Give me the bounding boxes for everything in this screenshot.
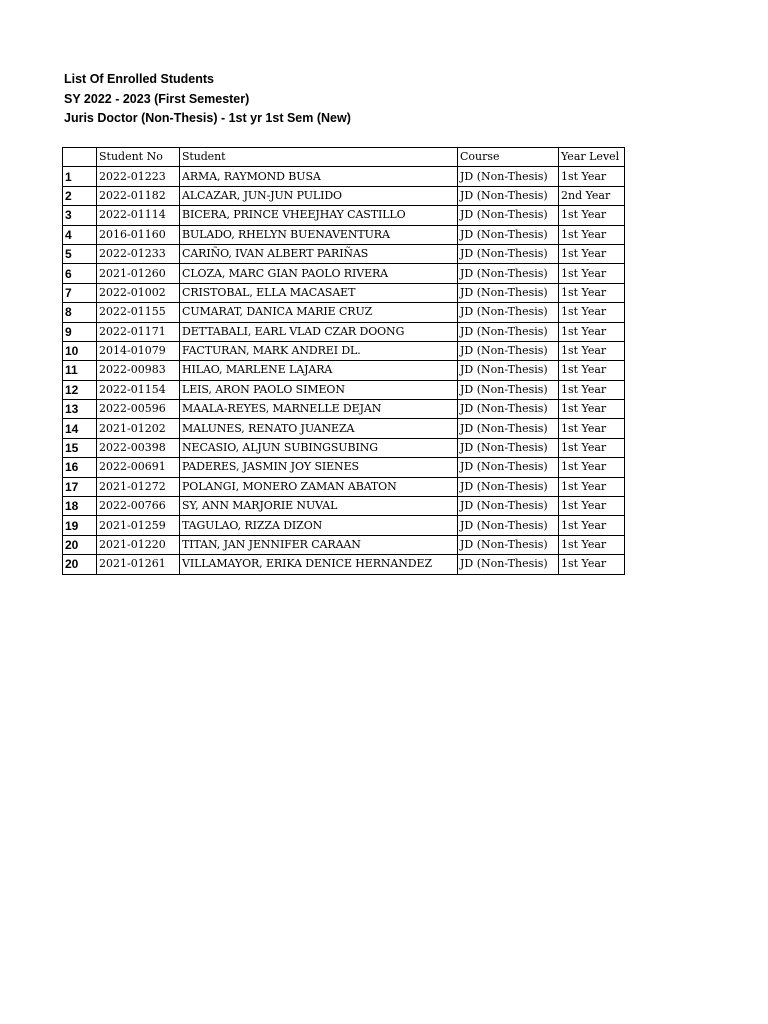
cell-student-name: POLANGI, MONERO ZAMAN ABATON (180, 477, 458, 496)
cell-student-no: 2022-00596 (97, 400, 180, 419)
cell-student-name: PADERES, JASMIN JOY SIENES (180, 458, 458, 477)
cell-student-no: 2021-01202 (97, 419, 180, 438)
cell-student-no: 2022-00398 (97, 438, 180, 457)
cell-course: JD (Non-Thesis) (458, 225, 559, 244)
table-row (63, 555, 625, 574)
cell-student-name: HILAO, MARLENE LAJARA (180, 361, 458, 380)
cell-student-no: 2021-01261 (97, 555, 180, 574)
cell-year-level: 1st Year (559, 458, 625, 477)
table-row (63, 419, 625, 438)
column-header-row-number (63, 148, 97, 167)
cell-course: JD (Non-Thesis) (458, 264, 559, 283)
cell-student-name: LEIS, ARON PAOLO SIMEON (180, 380, 458, 399)
column-header-course: Course (458, 148, 559, 167)
cell-row-number: 11 (63, 361, 97, 380)
table-row (63, 458, 625, 477)
cell-row-number: 14 (63, 419, 97, 438)
cell-student-name: DETTABALI, EARL VLAD CZAR DOONG (180, 322, 458, 341)
cell-student-name: MAALA-REYES, MARNELLE DEJAN (180, 400, 458, 419)
cell-row-number: 3 (63, 206, 97, 225)
cell-course: JD (Non-Thesis) (458, 361, 559, 380)
cell-course: JD (Non-Thesis) (458, 244, 559, 263)
table-row (63, 206, 625, 225)
cell-student-no: 2022-00691 (97, 458, 180, 477)
cell-year-level: 1st Year (559, 380, 625, 399)
cell-year-level: 1st Year (559, 322, 625, 341)
cell-course: JD (Non-Thesis) (458, 167, 559, 186)
table-row (63, 167, 625, 186)
program-name: Juris Doctor (Non-Thesis) - 1st yr 1st Sem (New) (64, 111, 351, 125)
cell-student-name: TITAN, JAN JENNIFER CARAAN (180, 535, 458, 554)
cell-student-name: CUMARAT, DANICA MARIE CRUZ (180, 303, 458, 322)
cell-row-number: 15 (63, 438, 97, 457)
cell-year-level: 1st Year (559, 400, 625, 419)
cell-student-name: CARIÑO, IVAN ALBERT PARIÑAS (180, 244, 458, 263)
cell-course: JD (Non-Thesis) (458, 555, 559, 574)
cell-course: JD (Non-Thesis) (458, 341, 559, 360)
cell-student-name: SY, ANN MARJORIE NUVAL (180, 497, 458, 516)
cell-course: JD (Non-Thesis) (458, 380, 559, 399)
cell-row-number: 2 (63, 186, 97, 205)
table-row (63, 225, 625, 244)
cell-year-level: 1st Year (559, 516, 625, 535)
table-row (63, 477, 625, 496)
cell-student-name: VILLAMAYOR, ERIKA DENICE HERNANDEZ (180, 555, 458, 574)
table-row (63, 380, 625, 399)
cell-year-level: 1st Year (559, 264, 625, 283)
column-header-year-level: Year Level (559, 148, 625, 167)
cell-row-number: 1 (63, 167, 97, 186)
cell-year-level: 1st Year (559, 361, 625, 380)
table-row (63, 322, 625, 341)
cell-course: JD (Non-Thesis) (458, 535, 559, 554)
cell-row-number: 19 (63, 516, 97, 535)
cell-student-name: TAGULAO, RIZZA DIZON (180, 516, 458, 535)
cell-student-no: 2022-01154 (97, 380, 180, 399)
table-row (63, 535, 625, 554)
cell-year-level: 1st Year (559, 167, 625, 186)
cell-row-number: 10 (63, 341, 97, 360)
cell-student-no: 2022-01233 (97, 244, 180, 263)
cell-year-level: 1st Year (559, 244, 625, 263)
table-row (63, 303, 625, 322)
cell-student-no: 2021-01272 (97, 477, 180, 496)
table-row (63, 264, 625, 283)
cell-student-no: 2022-00766 (97, 497, 180, 516)
cell-student-no: 2022-01155 (97, 303, 180, 322)
cell-row-number: 6 (63, 264, 97, 283)
cell-student-no: 2016-01160 (97, 225, 180, 244)
cell-student-no: 2022-00983 (97, 361, 180, 380)
cell-row-number: 20 (63, 555, 97, 574)
cell-course: JD (Non-Thesis) (458, 477, 559, 496)
cell-course: JD (Non-Thesis) (458, 322, 559, 341)
table-row (63, 341, 625, 360)
cell-course: JD (Non-Thesis) (458, 516, 559, 535)
cell-year-level: 1st Year (559, 303, 625, 322)
cell-student-no: 2014-01079 (97, 341, 180, 360)
cell-student-name: BICERA, PRINCE VHEEJHAY CASTILLO (180, 206, 458, 225)
cell-year-level: 1st Year (559, 555, 625, 574)
cell-row-number: 12 (63, 380, 97, 399)
cell-row-number: 5 (63, 244, 97, 263)
cell-student-no: 2022-01002 (97, 283, 180, 302)
cell-student-name: CLOZA, MARC GIAN PAOLO RIVERA (180, 264, 458, 283)
cell-row-number: 7 (63, 283, 97, 302)
school-year: SY 2022 - 2023 (First Semester) (64, 91, 250, 106)
cell-course: JD (Non-Thesis) (458, 458, 559, 477)
cell-student-no: 2021-01259 (97, 516, 180, 535)
table-row (63, 516, 625, 535)
table-row (63, 361, 625, 380)
cell-student-name: MALUNES, RENATO JUANEZA (180, 419, 458, 438)
cell-row-number: 18 (63, 497, 97, 516)
cell-student-name: ALCAZAR, JUN-JUN PULIDO (180, 186, 458, 205)
table-header-row (63, 148, 625, 167)
table-row (63, 244, 625, 263)
table-row (63, 186, 625, 205)
cell-year-level: 1st Year (559, 225, 625, 244)
column-header-student-no: Student No (97, 148, 180, 167)
cell-course: JD (Non-Thesis) (458, 206, 559, 225)
table-body (63, 167, 625, 574)
cell-course: JD (Non-Thesis) (458, 283, 559, 302)
cell-year-level: 1st Year (559, 206, 625, 225)
cell-course: JD (Non-Thesis) (458, 497, 559, 516)
cell-year-level: 2nd Year (559, 186, 625, 205)
cell-course: JD (Non-Thesis) (458, 400, 559, 419)
cell-course: JD (Non-Thesis) (458, 186, 559, 205)
table-row (63, 438, 625, 457)
cell-student-no: 2022-01171 (97, 322, 180, 341)
cell-student-no: 2022-01114 (97, 206, 180, 225)
table-row (63, 497, 625, 516)
document-header (64, 70, 351, 129)
cell-year-level: 1st Year (559, 497, 625, 516)
table-row (63, 283, 625, 302)
table-row (63, 400, 625, 419)
cell-student-no: 2022-01182 (97, 186, 180, 205)
cell-student-name: ARMA, RAYMOND BUSA (180, 167, 458, 186)
cell-student-name: NECASIO, ALJUN SUBINGSUBING (180, 438, 458, 457)
cell-row-number: 17 (63, 477, 97, 496)
cell-student-no: 2021-01260 (97, 264, 180, 283)
cell-course: JD (Non-Thesis) (458, 419, 559, 438)
cell-row-number: 9 (63, 322, 97, 341)
cell-year-level: 1st Year (559, 341, 625, 360)
cell-student-no: 2022-01223 (97, 167, 180, 186)
cell-course: JD (Non-Thesis) (458, 438, 559, 457)
cell-course: JD (Non-Thesis) (458, 303, 559, 322)
cell-student-name: FACTURAN, MARK ANDREI DL. (180, 341, 458, 360)
cell-row-number: 16 (63, 458, 97, 477)
enrolled-students-table (62, 147, 625, 575)
cell-row-number: 20 (63, 535, 97, 554)
cell-student-name: BULADO, RHELYN BUENAVENTURA (180, 225, 458, 244)
column-header-student: Student (180, 148, 458, 167)
cell-year-level: 1st Year (559, 419, 625, 438)
cell-year-level: 1st Year (559, 535, 625, 554)
document-title: List Of Enrolled Students (64, 72, 215, 86)
cell-year-level: 1st Year (559, 438, 625, 457)
cell-student-no: 2021-01220 (97, 535, 180, 554)
cell-year-level: 1st Year (559, 283, 625, 302)
cell-row-number: 8 (63, 303, 97, 322)
cell-year-level: 1st Year (559, 477, 625, 496)
cell-row-number: 4 (63, 225, 97, 244)
cell-row-number: 13 (63, 400, 97, 419)
cell-student-name: CRISTOBAL, ELLA MACASAET (180, 283, 458, 302)
